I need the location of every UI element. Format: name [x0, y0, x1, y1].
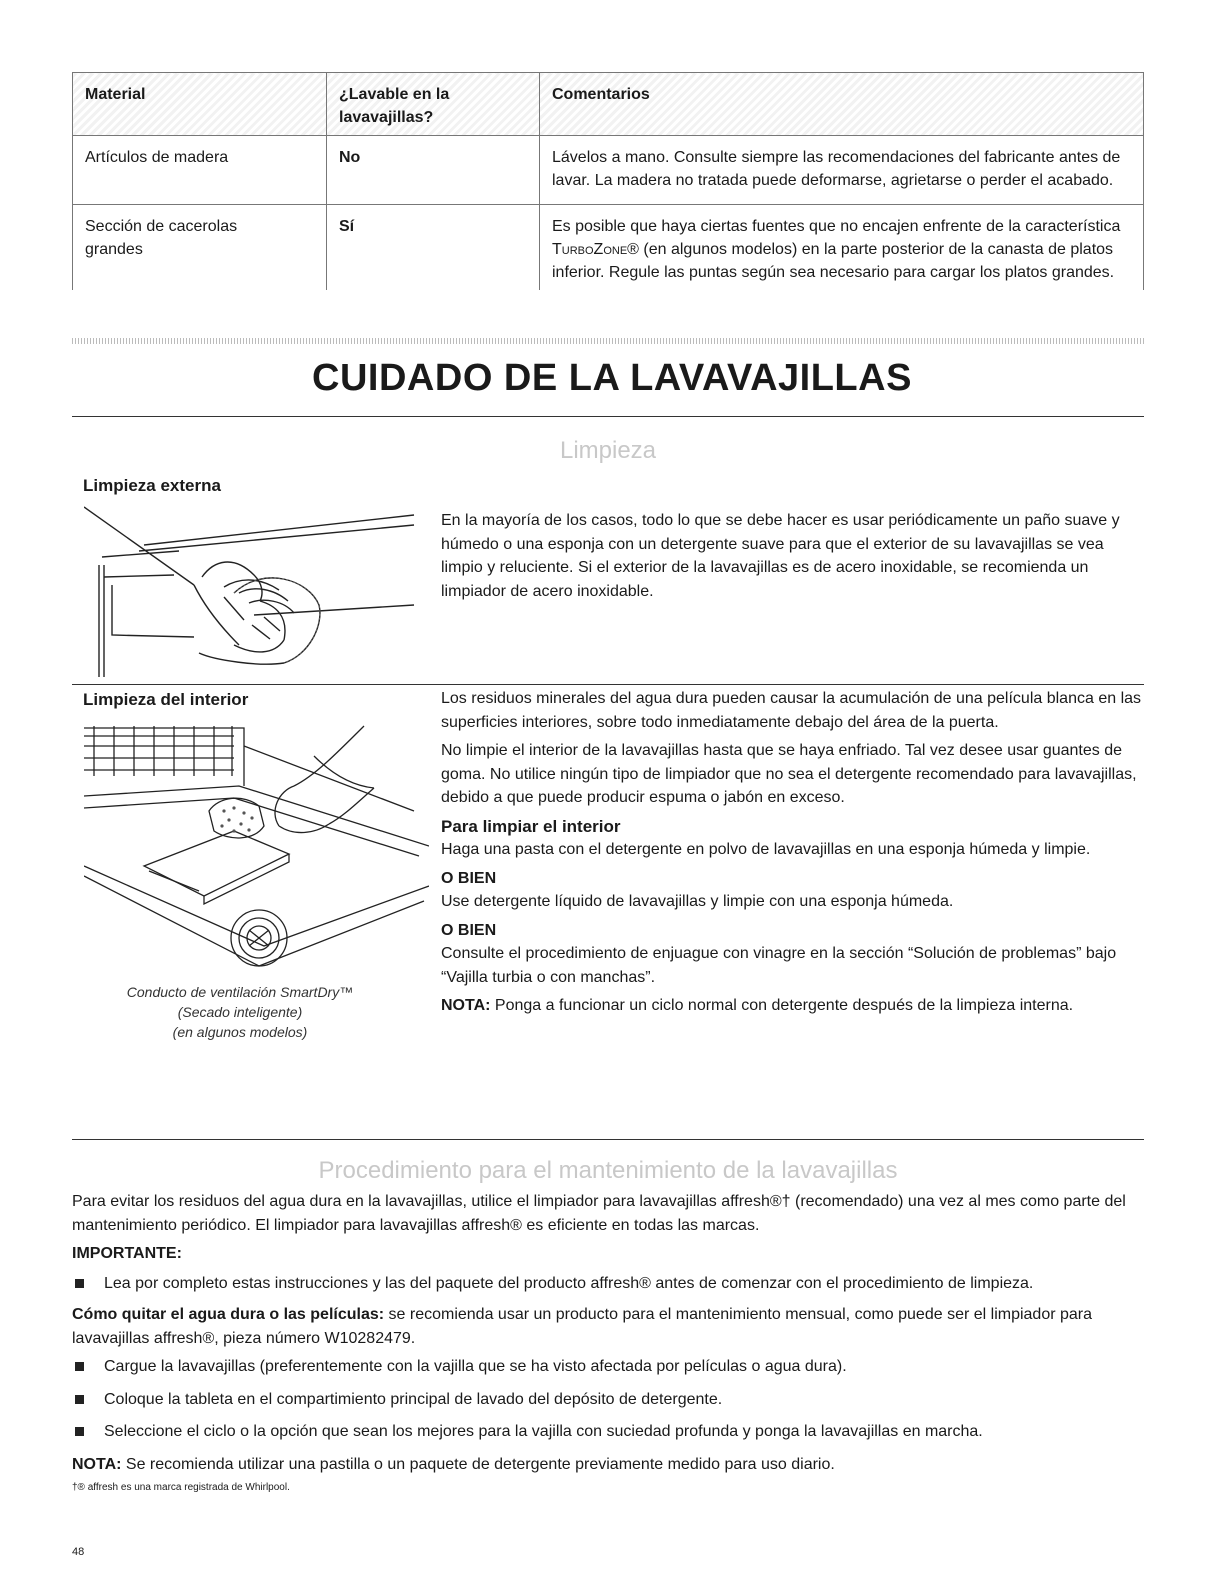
list-item: Cargue la lavavajillas (preferentemente con la vajilla que se ha visto afectada por películas o agua dura).: [72, 1355, 1152, 1379]
external-cleaning-illustration: [84, 505, 420, 677]
maintenance-intro: Para evitar los residuos del agua dura en la lavavajillas, utilice el limpiador para lavavajillas affresh®† (recomendado) una vez al mes como parte del mantenimiento periódico. El limpiador para lavavajillas affresh® es eficiente en todas las marcas.: [72, 1193, 1126, 1234]
cell-material: Sección de cacerolas grandes: [73, 205, 327, 291]
interior-paragraph: Consulte el procedimiento de enjuague con vinagre en la sección “Solución de problemas” bajo “Vajilla turbia o con manchas”.: [441, 945, 1117, 986]
header-material: Material: [73, 73, 327, 136]
cell-washable: No: [327, 136, 540, 205]
smartdry-caption: [100, 982, 380, 1042]
maintenance-heading: Procedimiento para el mantenimiento de la lavavajillas: [318, 1157, 898, 1184]
caption-line: (en algunos modelos): [172, 1024, 308, 1040]
bullet-icon: [75, 1395, 84, 1404]
cell-comment: Lávelos a mano. Consulte siempre las recomendaciones del fabricante antes de lavar. La madera no tratada puede deformarse, agrietarse o perder el acabado.: [540, 136, 1144, 205]
cell-comment: Es posible que haya ciertas fuentes que no encajen enfrente de la característica TurboZone® (en algunos modelos) en la parte posterior de la canasta de platos inferior. Regule las puntas según sea necesario para cargar los platos grandes.: [540, 205, 1144, 291]
interior-cleaning-title: Limpieza del interior: [83, 690, 249, 709]
interior-paragraph: Haga una pasta con el detergente en polvo de lavavajillas en una esponja húmeda y limpie.: [441, 841, 1091, 858]
bullet-icon: [75, 1362, 84, 1371]
o-bien-label: O BIEN: [441, 869, 497, 887]
interior-paragraph: Los residuos minerales del agua dura pueden causar la acumulación de una película blanca en las superficies interiores, sobre todo inmediatamente debajo del área de la puerta.: [441, 690, 1142, 731]
list-item: Coloque la tableta en el compartimiento principal de lavado del depósito de detergente.: [72, 1388, 1152, 1412]
external-cleaning-title: Limpieza externa: [83, 476, 221, 495]
table-header-row: [73, 73, 1144, 136]
interior-note: NOTA: Ponga a funcionar un ciclo normal con detergente después de la limpieza interna.: [441, 997, 1074, 1014]
list-item: Lea por completo estas instrucciones y las del paquete del producto affresh® antes de comenzar con el procedimiento de limpieza.: [72, 1272, 1152, 1296]
interior-paragraph: Use detergente líquido de lavavajillas y limpie con una esponja húmeda.: [441, 893, 954, 910]
cell-material: Artículos de madera: [73, 136, 327, 205]
maintenance-section: [72, 1190, 1152, 1500]
turbozone-brand: TurboZone: [552, 241, 628, 258]
footnote: †® affresh es una marca registrada de Whirlpool.: [72, 1482, 290, 1493]
limpieza-heading: Limpieza: [559, 437, 657, 464]
materials-table: [72, 72, 1144, 290]
title-rule: [72, 416, 1144, 417]
page-title: CUIDADO DE LA LAVAVAJILLAS: [312, 357, 912, 399]
interior-cleaning-text: [441, 687, 1141, 1023]
table-row: [73, 136, 1144, 205]
external-cleaning-text: En la mayoría de los casos, todo lo que se debe hacer es usar periódicamente un paño suave y húmedo o una esponja con un detergente suave para que el exterior de su lavavajillas se vea limpio y reluciente. Si el exterior de la lavavajillas es de acero inoxidable, se recomienda un limpiador de acero inoxidable.: [441, 512, 1120, 600]
maintenance-note: NOTA: Se recomienda utilizar una pastilla o un paquete de detergente previamente medido para uso diario.: [72, 1455, 835, 1473]
cell-washable: Sí: [327, 205, 540, 291]
section-divider-hatch: [72, 338, 1144, 344]
o-bien-label: O BIEN: [441, 921, 497, 939]
interior-rule: [72, 684, 1144, 685]
maintenance-rule: [72, 1139, 1144, 1140]
list-item: Seleccione el ciclo o la opción que sean los mejores para la vajilla con suciedad profunda y ponga la lavavajillas en marcha.: [72, 1420, 1152, 1444]
interior-paragraph: No limpie el interior de la lavavajillas hasta que se haya enfriado. Tal vez desee usar guantes de goma. No utilice ningún tipo de limpiador que no sea el detergente recomendado para lavavajillas, debido a que puede producir espuma o jabón en exceso.: [441, 742, 1137, 806]
page-number: 48: [72, 1546, 85, 1558]
header-washable: ¿Lavable en la lavavajillas?: [327, 73, 540, 136]
caption-line: (Secado inteligente): [177, 1004, 303, 1020]
caption-line: Conducto de ventilación SmartDry™: [126, 984, 354, 1000]
header-comments: Comentarios: [540, 73, 1144, 136]
como-paragraph: Cómo quitar el agua dura o las películas: se recomienda usar un producto para el mantenimiento mensual, como puede ser el limpiador para lavavajillas affresh®, pieza número W10282479.: [72, 1306, 1093, 1347]
interior-subheading: Para limpiar el interior: [441, 816, 621, 836]
importante-label: IMPORTANTE:: [72, 1245, 182, 1262]
interior-cleaning-illustration: [84, 716, 429, 978]
bullet-icon: [75, 1427, 84, 1436]
table-row: [73, 205, 1144, 291]
bullet-icon: [75, 1279, 84, 1288]
